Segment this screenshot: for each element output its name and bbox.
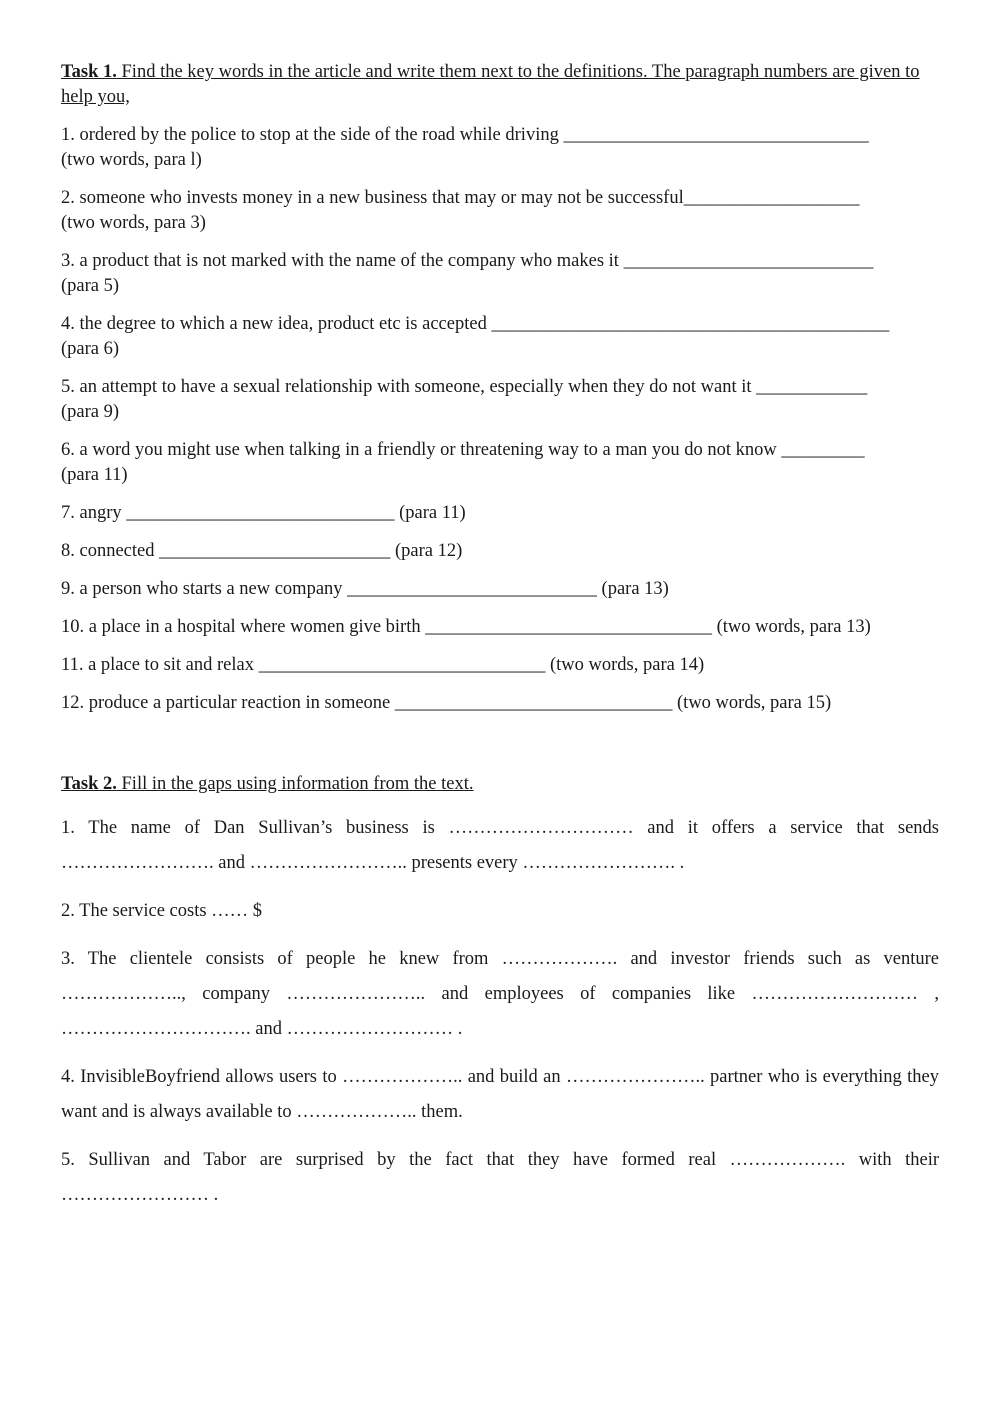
task1-item-5 bbox=[61, 375, 941, 425]
task1-item-4 bbox=[61, 312, 941, 362]
task1-heading-text: Find the key words in the article and write them next to the definitions. The paragraph numbers are given to help you, bbox=[61, 62, 920, 107]
paragraph-hint: (para 9) bbox=[61, 402, 120, 422]
task1-item-8 bbox=[61, 539, 941, 564]
task2-heading-text: Fill in the gaps using information from the text. bbox=[121, 774, 474, 794]
task1-item-7 bbox=[61, 501, 941, 526]
task2-list bbox=[61, 811, 939, 1213]
definition-text: 2. someone who invests money in a new business that may or may not be successful___________________ bbox=[61, 188, 860, 208]
paragraph-hint: (two words, para 3) bbox=[61, 213, 206, 233]
task1-list bbox=[61, 123, 941, 716]
definition-text: 4. the degree to which a new idea, product etc is accepted ___________________________________________ bbox=[61, 314, 890, 334]
definition-text: 1. ordered by the police to stop at the side of the road while driving _________________________________ bbox=[61, 125, 869, 145]
task2-heading-label: Task 2. bbox=[61, 774, 117, 794]
task1-item-1 bbox=[61, 123, 941, 173]
definition-text: 10. a place in a hospital where women give birth _______________________________ (two words, para 13) bbox=[61, 617, 871, 637]
paragraph-hint: (two words, para l) bbox=[61, 150, 202, 170]
definition-text: 12. produce a particular reaction in someone ______________________________ (two words, para 15) bbox=[61, 693, 832, 713]
definition-text: 3. a product that is not marked with the name of the company who makes it ___________________________ bbox=[61, 251, 874, 271]
task1-section bbox=[61, 60, 941, 716]
definition-text: 11. a place to sit and relax _______________________________ (two words, para 14) bbox=[61, 655, 705, 675]
task1-item-3 bbox=[61, 249, 941, 299]
definition-text: 9. a person who starts a new company ___________________________ (para 13) bbox=[61, 579, 669, 599]
task2-heading bbox=[61, 772, 939, 797]
task2-item-4: 4. InvisibleBoyfriend allows users to ……………….. and build an ………………….. partner who is everything they want and is always available to ……………….. them. bbox=[61, 1067, 939, 1122]
task1-heading bbox=[61, 60, 941, 110]
task1-item-11 bbox=[61, 653, 941, 678]
task1-item-10 bbox=[61, 615, 941, 640]
task1-heading-label: Task 1. bbox=[61, 62, 117, 82]
definition-text: 8. connected _________________________ (para 12) bbox=[61, 541, 463, 561]
task1-item-12 bbox=[61, 691, 941, 716]
task1-item-9 bbox=[61, 577, 941, 602]
definition-text: 6. a word you might use when talking in a friendly or threatening way to a man you do not know _________ bbox=[61, 440, 865, 460]
paragraph-hint: (para 6) bbox=[61, 339, 120, 359]
definition-text: 7. angry _____________________________ (para 11) bbox=[61, 503, 466, 523]
task2-section bbox=[61, 772, 939, 1226]
definition-text: 5. an attempt to have a sexual relationship with someone, especially when they do not want it ____________ bbox=[61, 377, 868, 397]
task2-item-3: 3. The clientele consists of people he knew from ………………. and investor friends such as venture ……………….., company ………………….. and employees of companies like ……………………… , …………………………. and ……………………… . bbox=[61, 949, 939, 1039]
task1-item-6 bbox=[61, 438, 941, 488]
task1-item-2 bbox=[61, 186, 941, 236]
task2-item-1: 1. The name of Dan Sullivan’s business is ………………………… and it offers a service that sends ……………………. and …………………….. presents every ……………………. . bbox=[61, 818, 939, 873]
task2-item-5: 5. Sullivan and Tabor are surprised by the fact that they have formed real ………………. with their …………………… . bbox=[61, 1150, 939, 1205]
paragraph-hint: (para 11) bbox=[61, 465, 128, 485]
task2-item-2: 2. The service costs …… $ bbox=[61, 901, 263, 921]
paragraph-hint: (para 5) bbox=[61, 276, 120, 296]
